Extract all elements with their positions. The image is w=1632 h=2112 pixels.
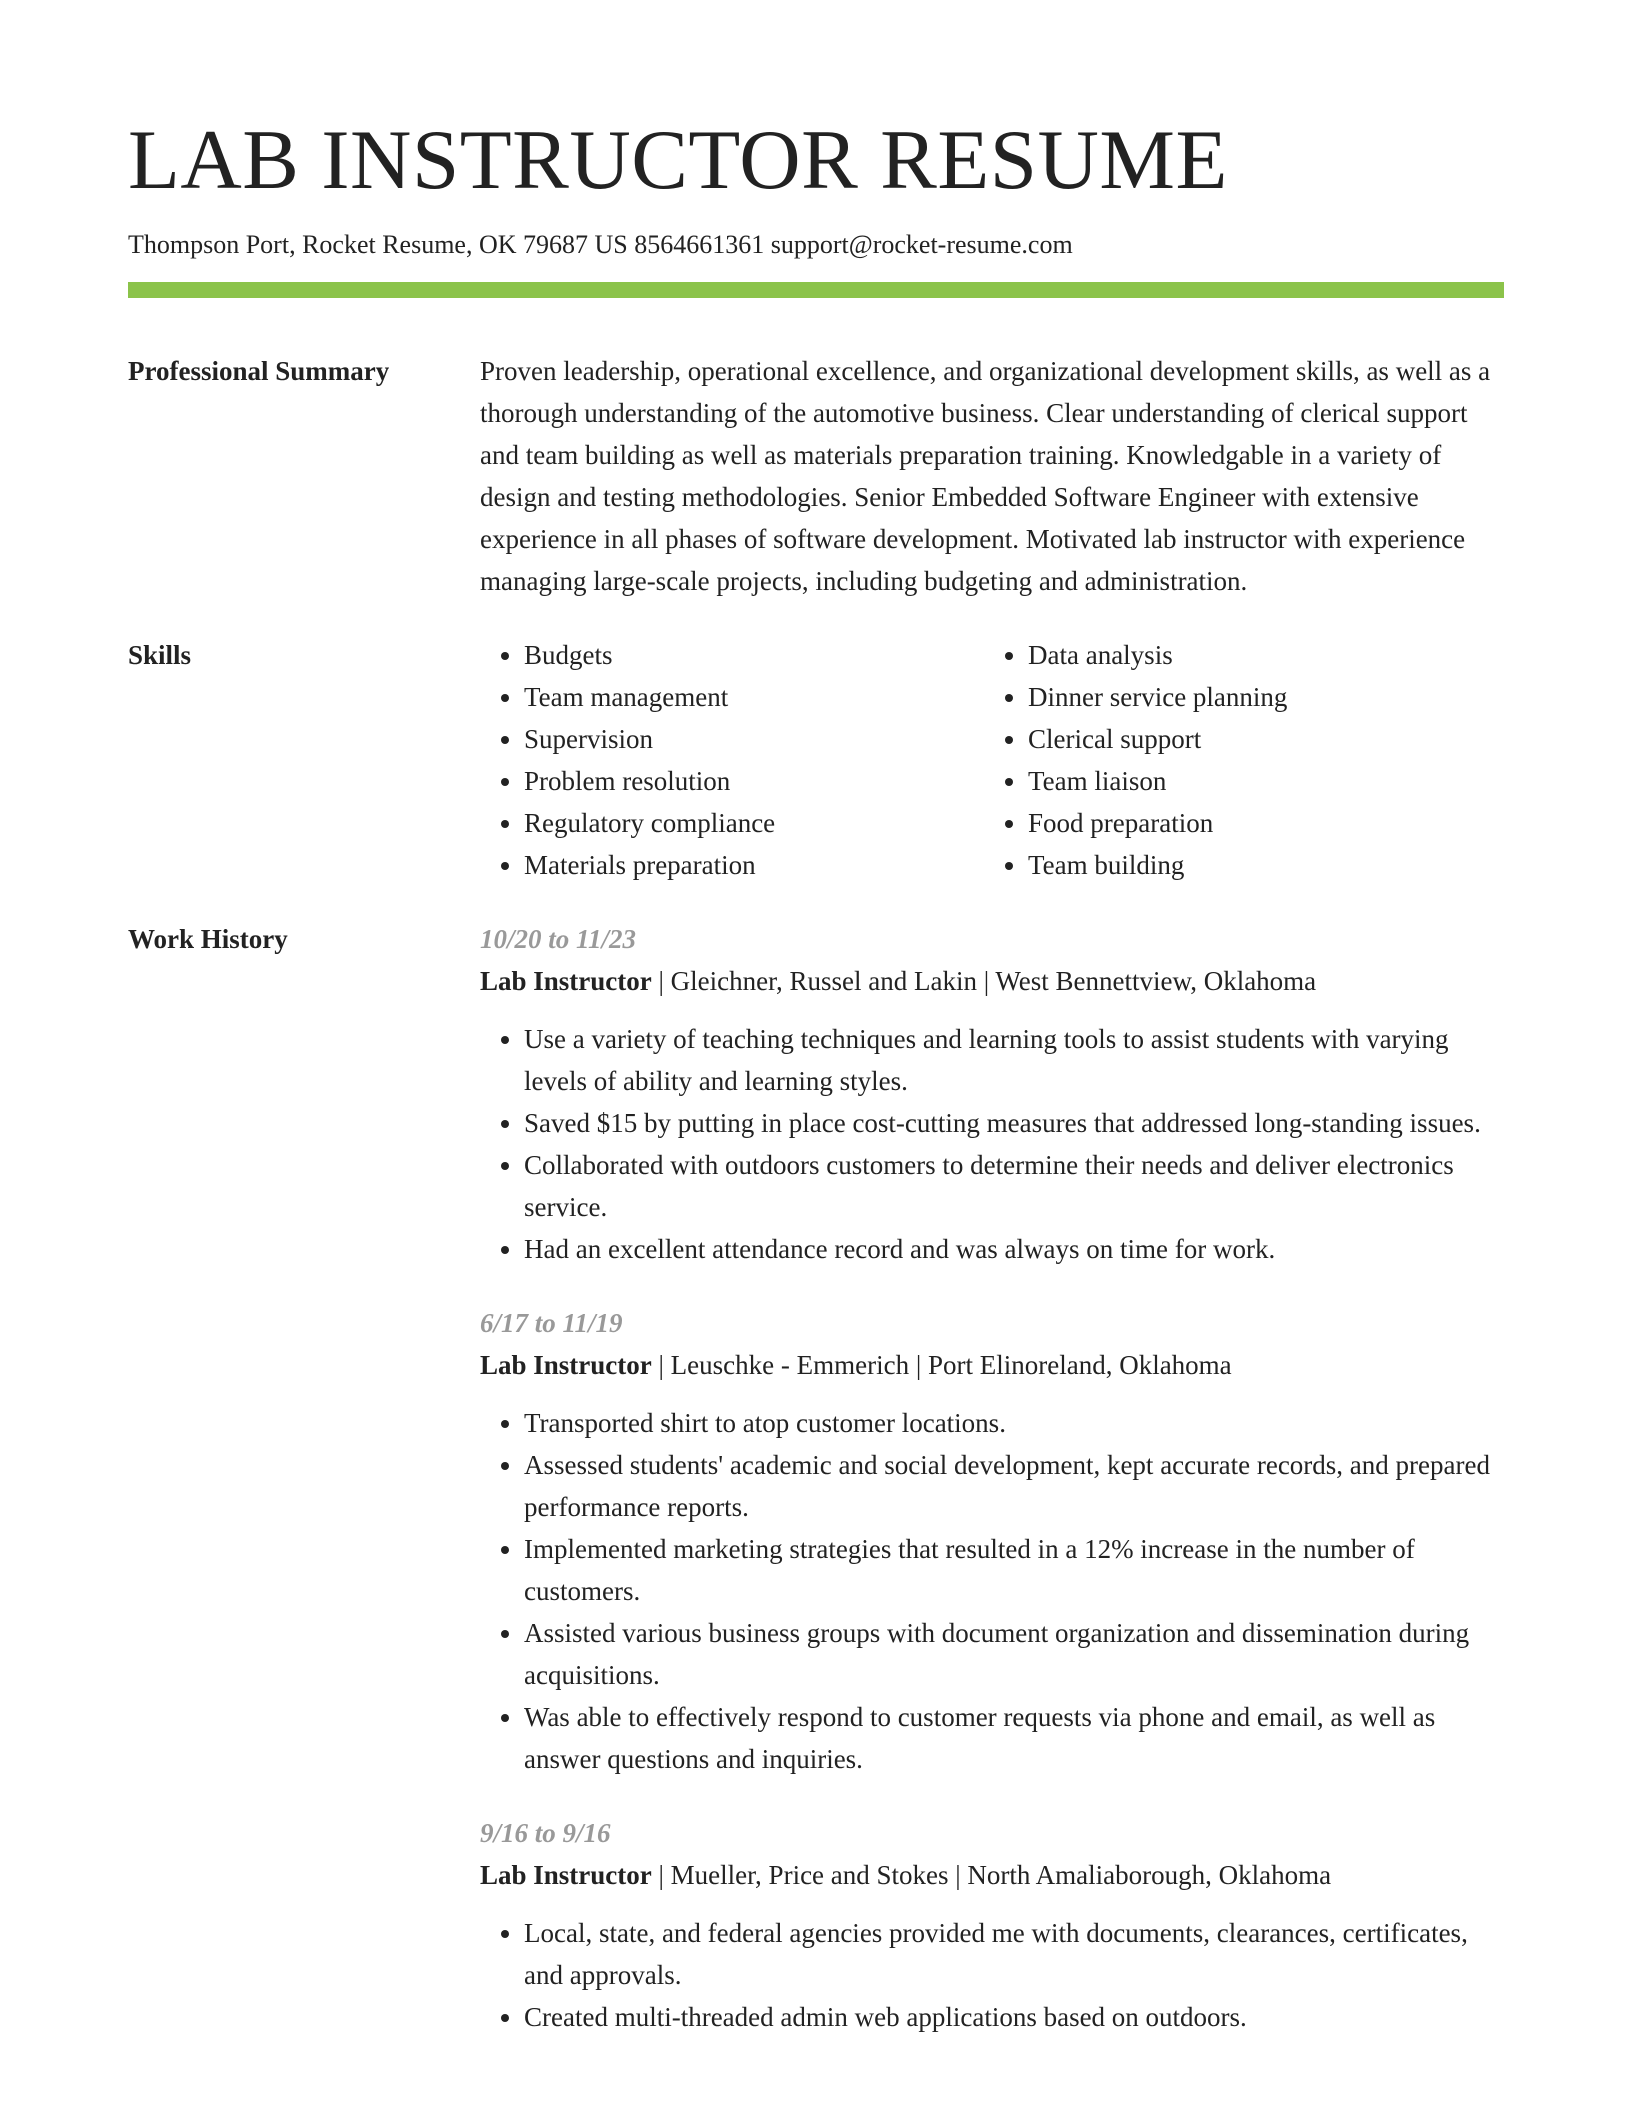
job-details: | Gleichner, Russel and Lakin | West Bennettview, Oklahoma — [651, 965, 1317, 996]
job-bullet: • Had an excellent attendance record and was always on time for work. — [524, 1228, 1504, 1270]
job-bullets — [480, 1402, 1504, 1780]
summary-section — [128, 350, 1504, 634]
skills-heading: Skills — [128, 639, 192, 670]
job-details: | Leuschke - Emmerich | Port Elinoreland, Oklahoma — [651, 1349, 1232, 1380]
skill-item: • Data analysis — [1028, 634, 1488, 676]
job-entry — [480, 1812, 1504, 2038]
skills-list-left — [480, 634, 984, 886]
job-title: Lab Instructor — [480, 1859, 652, 1890]
job-bullet: • Implemented marketing strategies that resulted in a 12% increase in the number of customers. — [524, 1528, 1504, 1612]
skills-list-right — [984, 634, 1488, 886]
skills-section — [128, 634, 1504, 918]
skill-item: • Budgets — [524, 634, 984, 676]
job-title: Lab Instructor — [480, 1349, 652, 1380]
job-header — [480, 1854, 1504, 1896]
job-dates: 10/20 to 11/23 — [480, 923, 637, 954]
job-details: | Mueller, Price and Stokes | North Amaliaborough, Oklahoma — [651, 1859, 1332, 1890]
skill-item: • Team building — [1028, 844, 1488, 886]
job-entry — [480, 1302, 1504, 1780]
job-header — [480, 960, 1504, 1002]
summary-text: Proven leadership, operational excellence, and organizational development skills, as well as a thorough understanding of the automotive business. Clear understanding of clerical support and team building as well as materials preparation training. Knowledgable in a variety of design and testing methodologies. Senior Embedded Software Engineer with extensive experience in all phases of software development. Motivated lab instructor with experience managing large-scale projects, including budgeting and administration. — [480, 355, 1491, 596]
job-title: Lab Instructor — [480, 965, 652, 996]
job-dates: 6/17 to 11/19 — [480, 1307, 623, 1338]
job-bullet: • Assessed students' academic and social development, kept accurate records, and prepared performance reports. — [524, 1444, 1504, 1528]
job-header — [480, 1344, 1504, 1386]
skill-item: • Team management — [524, 676, 984, 718]
skill-item: • Team liaison — [1028, 760, 1488, 802]
skill-item: • Regulatory compliance — [524, 802, 984, 844]
job-bullet: • Local, state, and federal agencies provided me with documents, clearances, certificates, and approvals. — [524, 1912, 1504, 1996]
job-bullet: • Transported shirt to atop customer locations. — [524, 1402, 1504, 1444]
skill-item: • Food preparation — [1028, 802, 1488, 844]
skill-item: • Supervision — [524, 718, 984, 760]
job-bullet: • Saved $15 by putting in place cost-cutting measures that addressed long-standing issues. — [524, 1102, 1504, 1144]
skill-item: • Dinner service planning — [1028, 676, 1488, 718]
job-bullet: • Use a variety of teaching techniques and learning tools to assist students with varying levels of ability and learning styles. — [524, 1018, 1504, 1102]
job-bullet: • Assisted various business groups with document organization and dissemination during acquisitions. — [524, 1612, 1504, 1696]
contact-line: Thompson Port, Rocket Resume, OK 79687 US 8564661361 support@rocket-resume.com — [128, 229, 1073, 259]
skill-item: • Problem resolution — [524, 760, 984, 802]
job-bullet: • Collaborated with outdoors customers to determine their needs and deliver electronics service. — [524, 1144, 1504, 1228]
job-bullets — [480, 1912, 1504, 2038]
work-history-section — [128, 918, 1504, 2070]
job-dates: 9/16 to 9/16 — [480, 1817, 611, 1848]
summary-heading: Professional Summary — [128, 355, 390, 386]
skill-item: • Clerical support — [1028, 718, 1488, 760]
job-bullets — [480, 1018, 1504, 1270]
job-bullet: • Was able to effectively respond to customer requests via phone and email, as well as answer questions and inquiries. — [524, 1696, 1504, 1780]
work-history-heading: Work History — [128, 923, 288, 954]
skill-item: • Materials preparation — [524, 844, 984, 886]
resume-title: LAB INSTRUCTOR RESUME — [128, 113, 1228, 207]
job-bullet: • Created multi-threaded admin web applications based on outdoors. — [524, 1996, 1504, 2038]
job-entry — [480, 918, 1504, 1270]
accent-divider — [128, 282, 1504, 298]
